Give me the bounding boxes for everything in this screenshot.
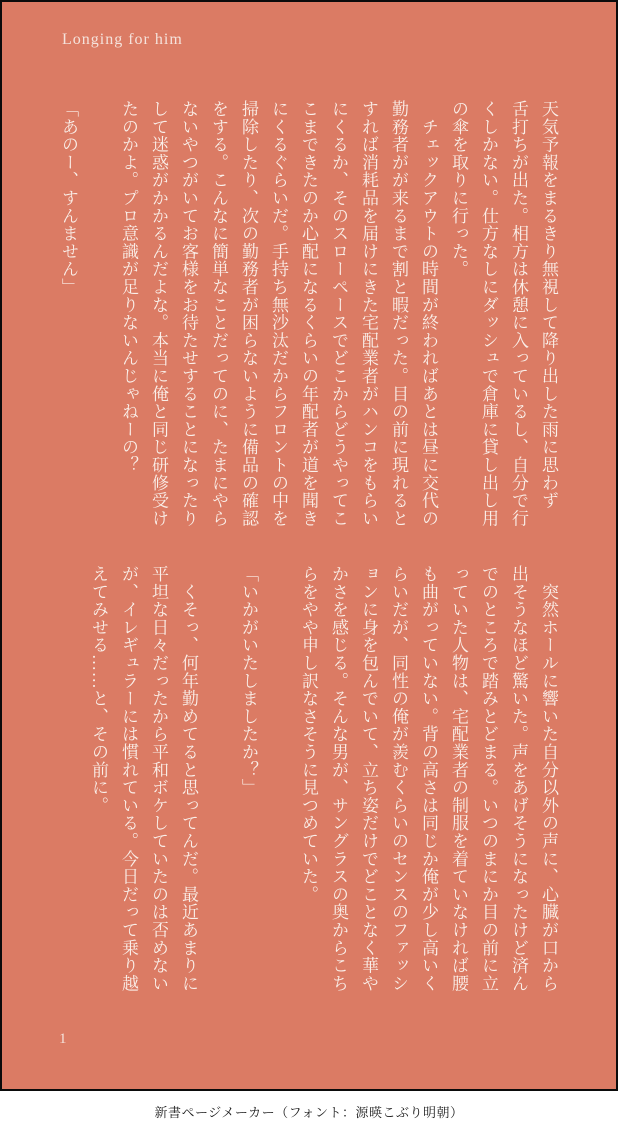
page-number: 1 xyxy=(59,1031,67,1047)
text-column: 突然ホールに響いた自分以外の声に、心臓が口から xyxy=(539,565,558,993)
text-column: 「あのー、すんません」 xyxy=(59,100,78,296)
text-column: くそっ、何年勤めてると思ってんだ。最近あまりに xyxy=(179,565,198,993)
text-column: こまできたのか心配になるくらいの年配者が道を聞き xyxy=(299,100,318,528)
text-column: 舌打ちが出た。相方は休憩に入っているし、自分で行 xyxy=(509,100,528,528)
text-column-blank xyxy=(203,565,233,1003)
text-column: 天気予報をまるきり無視して降り出した雨に思わず xyxy=(539,100,558,510)
text-column: ないやつがいてお客様をお待たせすることになったり xyxy=(179,100,198,528)
text-block-lower xyxy=(83,565,563,1003)
text-column: でのところで踏みとどまる。いつのまにか目の前に立 xyxy=(479,565,498,993)
text-column: らをやや申し訳なさそうに見つめていた。 xyxy=(299,565,318,904)
text-block-upper xyxy=(53,100,563,538)
text-column: っていた人物は、宅配業者の制服を着ていなければ腰 xyxy=(449,565,468,993)
text-column: チェックアウトの時間が終わればあとは昼に交代の xyxy=(419,100,438,528)
text-column: 勤務者がが来るまで割と暇だった。目の前に現れると xyxy=(389,100,408,528)
page-title: Longing for him xyxy=(62,31,183,48)
text-column: が、イレギュラーには慣れている。今日だって乗り越 xyxy=(119,565,138,993)
text-column: 出そうなほど驚いた。声をあげそうになったけど済ん xyxy=(509,565,528,993)
text-column: かさを感じる。そんな男が、サングラスの奥からこち xyxy=(329,565,348,993)
text-column: えてみせる……と、その前に。 xyxy=(89,565,108,815)
text-column: 「いかがいたしましたか？」 xyxy=(239,565,258,797)
text-column: の傘を取りに行った。 xyxy=(449,100,468,278)
generator-credit: 新書ページメーカー（フォント：源暎こぶり明朝） xyxy=(154,1105,464,1120)
text-column: も曲がっていない。背の高さは同じか俺が少し高いく xyxy=(419,565,438,993)
text-column: して迷惑がかかるんだよな。本当に俺と同じ研修受け xyxy=(149,100,168,528)
text-column: たのかよ。プロ意識が足りないんじゃねーの？ xyxy=(119,100,138,474)
footer xyxy=(0,1091,618,1132)
text-column: をする。こんなに簡単なことだってのに、たまにやら xyxy=(209,100,228,528)
text-column: ョンに身を包んでいて、立ち姿だけでどことなく華や xyxy=(359,565,378,993)
text-column: にくるか、そのスローペースでどこからどうやってこ xyxy=(329,100,348,528)
text-column-blank xyxy=(263,565,293,1003)
text-column: すれば消耗品を届けにきた宅配業者がハンコをもらい xyxy=(359,100,378,528)
text-column: にくるぐらいだ。手持ち無沙汰だからフロントの中を xyxy=(269,100,288,528)
text-column: らいだが、同性の俺が羨むくらいのセンスのファッシ xyxy=(389,565,408,993)
text-column: くしかない。仕方なしにダッシュで倉庫に貸し出し用 xyxy=(479,100,498,528)
text-column-blank xyxy=(83,100,113,538)
text-column: 平坦な日々だったから平和ボケしていたのは否めない xyxy=(149,565,168,993)
text-column: 掃除したり、次の勤務者が困らないように備品の確認 xyxy=(239,100,258,528)
